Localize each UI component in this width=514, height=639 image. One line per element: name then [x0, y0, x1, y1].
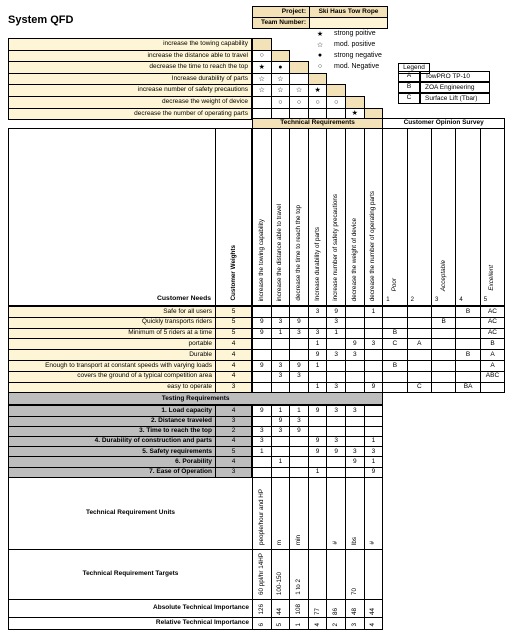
relationship-cell: 3 [326, 317, 346, 329]
relative-importance-label: Relative Technical Importance [8, 617, 253, 630]
customer-needs-header-box [8, 128, 216, 306]
competitor-legend-name: ZOA Engineering [420, 82, 490, 93]
legend-symbol-label: strong negative [334, 52, 382, 59]
survey-scale-column [382, 128, 407, 306]
competitor-legend-title: Legend [398, 63, 430, 74]
legend-symbol-label: mod. Negative [334, 63, 380, 70]
survey-cell: B [382, 360, 407, 372]
survey-cell: C [407, 382, 432, 394]
legend-symbol-label: strong poitive [334, 30, 376, 37]
customer-weight-value: 5 [215, 317, 252, 329]
testing-relationship-cell: 1 [271, 456, 291, 467]
legend-symbol-icon: ○ [317, 63, 323, 70]
roof-requirement-label: decrease the number of operating parts [8, 108, 252, 121]
technical-requirement-units-label: Technical Requirement Units [8, 477, 253, 550]
customer-weight-value: 4 [215, 360, 252, 372]
unit-value: # [332, 541, 340, 545]
testing-relationship-cell: 1 [271, 405, 291, 416]
survey-scale-column [407, 128, 432, 306]
relative-value: 1 [294, 623, 302, 627]
relationship-cell: 3 [289, 328, 309, 340]
relative-value: 5 [276, 623, 284, 627]
customer-need-label: Minimum of 5 riders at a time [8, 328, 216, 340]
survey-scale-label: Acceptable [439, 259, 447, 291]
testing-relationship-cell: 3 [326, 405, 346, 416]
customer-weight-value: 5 [215, 328, 252, 340]
customer-need-label: portable [8, 338, 216, 350]
survey-header: Customer Opinion Survey [382, 118, 505, 129]
technical-requirement-unit [326, 477, 346, 550]
technical-requirement-label: increase number of safety precautions [332, 194, 340, 301]
survey-scale-number: 5 [483, 297, 488, 303]
technical-requirement-target [345, 549, 365, 600]
target-value: 70 [350, 587, 358, 595]
relative-value: 2 [332, 623, 340, 627]
survey-cell: B [455, 306, 480, 318]
absolute-value: 108 [294, 604, 302, 615]
customer-weight-value: 4 [215, 349, 252, 361]
relationship-cell: 9 [252, 360, 272, 372]
testing-requirement-label: 4. Durability of construction and parts [8, 436, 216, 447]
technical-requirement-column-header [252, 128, 272, 306]
testing-weight-value: 4 [215, 436, 252, 447]
customer-need-label: Quickly transports riders [8, 317, 216, 329]
absolute-importance-value [289, 599, 309, 618]
roof-cell: ★ [345, 108, 365, 121]
relative-importance-value [289, 617, 309, 630]
roof-cell: ☆ [271, 84, 291, 97]
survey-cell: B [480, 338, 505, 350]
roof-requirement-label: decrease the weight of device [8, 96, 252, 109]
customer-weight-value: 3 [215, 382, 252, 394]
relative-value: 3 [350, 623, 358, 627]
legend-symbol-icon: ★ [316, 31, 324, 38]
absolute-importance-value [308, 599, 328, 618]
relationship-cell: 3 [364, 338, 384, 350]
absolute-value: 126 [257, 604, 265, 615]
technical-requirement-unit [345, 477, 365, 550]
survey-cell: AC [480, 317, 505, 329]
technical-requirement-target [308, 549, 328, 600]
competitor-legend-name: Surface Lift (Tbar) [420, 93, 490, 104]
technical-requirement-column-header [271, 128, 291, 306]
customer-need-label: Safe for all users [8, 306, 216, 318]
technical-requirement-unit [271, 477, 291, 550]
survey-cell: ABC [480, 371, 505, 383]
testing-relationship-cell: 3 [271, 426, 291, 437]
testing-relationship-cell: 9 [271, 416, 291, 427]
target-value: 1 to 2 [294, 579, 302, 595]
customer-weights-label: Customer Weights [229, 245, 237, 301]
technical-requirement-unit [364, 477, 384, 550]
technical-requirement-targets-label: Technical Requirement Targets [8, 549, 253, 600]
roof-cell: ★ [308, 84, 328, 97]
page-title: System QFD [8, 14, 74, 26]
roof-requirement-label: increase number of safety precautions [8, 84, 252, 97]
testing-requirement-label: 1. Load capacity [8, 405, 216, 416]
project-value: Ski Haus Tow Rope [309, 6, 388, 18]
technical-requirement-column-header [308, 128, 328, 306]
survey-cell: AC [480, 306, 505, 318]
technical-requirement-target [289, 549, 309, 600]
competitor-legend-key: C [398, 93, 420, 104]
customer-needs-label: Customer Needs [156, 295, 211, 302]
relationship-cell: 3 [326, 349, 346, 361]
survey-scale-number: 4 [459, 297, 463, 303]
relationship-cell: 9 [289, 360, 309, 372]
relationship-cell: 1 [326, 328, 346, 340]
testing-relationship-cell: 3 [364, 446, 384, 457]
roof-cell: ☆ [252, 73, 272, 86]
survey-scale-label: Excellent [488, 265, 496, 291]
roof-cell: ● [271, 61, 291, 74]
technical-requirement-target [252, 549, 272, 600]
relationship-cell: 1 [271, 328, 291, 340]
technical-requirement-label: increase the towing capability [257, 218, 265, 301]
survey-cell: B [382, 328, 407, 340]
testing-weight-value: 5 [215, 446, 252, 457]
survey-cell: BA [455, 382, 480, 394]
survey-cell: A [407, 338, 432, 350]
technical-requirements-header: Technical Requirements [252, 118, 383, 129]
testing-weight-value: 3 [215, 467, 252, 478]
absolute-importance-value [252, 599, 272, 618]
customer-weight-value: 5 [215, 306, 252, 318]
roof-cell: ○ [326, 96, 346, 109]
unit-value: # [369, 541, 377, 545]
roof-cell: ☆ [271, 73, 291, 86]
survey-scale-number: 3 [435, 297, 439, 303]
testing-relationship-cell: 9 [252, 405, 272, 416]
testing-relationship-cell: 3 [345, 446, 365, 457]
relationship-cell: 3 [271, 371, 291, 383]
technical-requirement-label: decrease the number of operating parts [369, 190, 377, 301]
relationship-cell: 9 [252, 328, 272, 340]
testing-relationship-cell: 1 [364, 436, 384, 447]
relative-importance-value [364, 617, 384, 630]
testing-relationship-cell: 1 [308, 467, 328, 478]
technical-requirement-label: decrease the time to reach the top [294, 205, 302, 301]
testing-relationship-cell: 9 [289, 426, 309, 437]
unit-value: m [276, 539, 284, 545]
survey-scale-column [455, 128, 480, 306]
relationship-cell: 9 [308, 349, 328, 361]
roof-cell: ☆ [289, 84, 309, 97]
roof-requirement-label: decrease the time to reach the top [8, 61, 252, 74]
technical-requirement-unit [289, 477, 309, 550]
relative-importance-value [308, 617, 328, 630]
relative-value: 4 [313, 623, 321, 627]
legend-symbol-icon: ☆ [316, 42, 324, 49]
absolute-importance-label: Absolute Technical Importance [8, 599, 253, 618]
relationship-cell: 9 [345, 338, 365, 350]
relationship-cell: 1 [364, 306, 384, 318]
relationship-cell: 9 [364, 382, 384, 394]
testing-relationship-cell: 1 [364, 456, 384, 467]
relationship-cell: 9 [289, 317, 309, 329]
customer-weights-header-box [215, 128, 252, 306]
technical-requirement-label: decrease the weight of device [350, 217, 358, 301]
team-number-label: Team Number: [252, 17, 310, 29]
technical-requirement-target [271, 549, 291, 600]
customer-weight-value: 4 [215, 338, 252, 350]
roof-cell: ○ [289, 96, 309, 109]
relationship-cell: 1 [308, 338, 328, 350]
testing-relationship-cell: 3 [345, 405, 365, 416]
legend-symbol-label: mod. positive [334, 41, 376, 48]
absolute-value: 48 [350, 607, 358, 615]
relative-importance-value [252, 617, 272, 630]
competitor-legend-name: TowPRO TP-10 [420, 71, 490, 82]
testing-relationship-cell: 9 [308, 405, 328, 416]
absolute-importance-value [345, 599, 365, 618]
roof-cell: ☆ [252, 84, 272, 97]
technical-requirement-target [364, 549, 384, 600]
technical-requirement-label: Increase durability of parts [313, 227, 321, 301]
technical-requirement-column-header [289, 128, 309, 306]
survey-scale-number: 2 [410, 297, 414, 303]
customer-need-label: easy to operate [8, 382, 216, 394]
target-value: 100-150 [276, 571, 284, 595]
absolute-value: 44 [276, 607, 284, 615]
survey-scale-column [431, 128, 456, 306]
technical-requirement-label: increase the distance able to travel [276, 203, 284, 301]
absolute-importance-value [326, 599, 346, 618]
testing-requirement-label: 7. Ease of Operation [8, 467, 216, 478]
survey-cell: AC [480, 328, 505, 340]
relationship-cell: 3 [345, 349, 365, 361]
team-number-value [309, 17, 388, 29]
relative-importance-value [326, 617, 346, 630]
absolute-importance-value [364, 599, 384, 618]
technical-requirement-unit [252, 477, 272, 550]
relative-value: 6 [257, 623, 265, 627]
relative-value: 4 [369, 623, 377, 627]
testing-requirement-label: 3. Time to reach the top [8, 426, 216, 437]
relative-importance-value [271, 617, 291, 630]
competitor-legend-key: A [398, 71, 420, 82]
relative-importance-value [345, 617, 365, 630]
testing-weight-value: 2 [215, 426, 252, 437]
relationship-cell: 9 [326, 306, 346, 318]
testing-weight-value: 4 [215, 405, 252, 416]
testing-relationship-cell: 3 [326, 436, 346, 447]
unit-value: lbs [350, 536, 358, 545]
relationship-cell: 3 [271, 360, 291, 372]
technical-requirement-column-header [326, 128, 346, 306]
technical-requirement-column-header [345, 128, 365, 306]
customer-need-label: Enough to transport at constant speeds with varying loads [8, 360, 216, 372]
survey-cell: A [480, 360, 505, 372]
roof-requirement-label: increase the towing capability [8, 38, 252, 51]
relationship-cell: 3 [308, 328, 328, 340]
testing-relationship-cell: 9 [308, 436, 328, 447]
roof-cell: ○ [271, 96, 291, 109]
relationship-cell: 1 [308, 382, 328, 394]
technical-requirement-column-header [364, 128, 384, 306]
competitor-legend-key: B [398, 82, 420, 93]
unit-value: people/hour and HP [257, 488, 265, 545]
testing-requirement-label: 5. Safety requirements [8, 446, 216, 457]
roof-cell: ★ [252, 61, 272, 74]
testing-relationship-cell: 1 [289, 405, 309, 416]
relationship-cell: 3 [308, 306, 328, 318]
testing-requirement-label: 6. Porability [8, 456, 216, 467]
survey-cell: C [382, 338, 407, 350]
absolute-value: 86 [332, 607, 340, 615]
absolute-importance-value [271, 599, 291, 618]
relationship-cell: 1 [308, 360, 328, 372]
survey-cell: A [480, 349, 505, 361]
testing-relationship-cell: 3 [289, 416, 309, 427]
testing-relationship-cell: 9 [364, 467, 384, 478]
customer-weight-value: 4 [215, 371, 252, 383]
relationship-cell: 3 [271, 317, 291, 329]
legend-symbol-icon: ● [317, 52, 323, 59]
testing-requirement-label: 2. Distance traveled [8, 416, 216, 427]
customer-need-label: Durable [8, 349, 216, 361]
roof-cell: ○ [308, 96, 328, 109]
testing-weight-value: 3 [215, 416, 252, 427]
roof-cell: ○ [252, 50, 272, 63]
testing-relationship-cell: 3 [252, 436, 272, 447]
survey-cell: B [431, 317, 456, 329]
testing-requirements-header: Testing Requirements [8, 392, 383, 405]
technical-requirement-unit [308, 477, 328, 550]
testing-relationship-cell: 9 [308, 446, 328, 457]
absolute-value: 44 [369, 607, 377, 615]
relationship-cell: 9 [252, 317, 272, 329]
relationship-cell: 3 [326, 382, 346, 394]
relationship-cell: 3 [289, 371, 309, 383]
testing-relationship-cell: 9 [326, 446, 346, 457]
roof-requirement-label: increase the distance able to travel [8, 50, 252, 63]
customer-need-label: covers the ground of a typical competition area [8, 371, 216, 383]
testing-weight-value: 4 [215, 456, 252, 467]
testing-relationship-cell: 3 [252, 426, 272, 437]
testing-relationship-cell: 1 [252, 446, 272, 457]
survey-scale-column [480, 128, 505, 306]
project-label: Project: [252, 6, 310, 18]
unit-value: min [294, 534, 302, 545]
absolute-value: 77 [313, 607, 321, 615]
testing-relationship-cell: 9 [345, 456, 365, 467]
testing-header-spacer [382, 392, 505, 405]
survey-scale-label: Poor [390, 277, 398, 291]
technical-requirement-target [326, 549, 346, 600]
roof-requirement-label: Increase durability of parts [8, 73, 252, 86]
target-value: 60 ppl/hr 14HP [257, 552, 265, 595]
survey-cell: B [455, 349, 480, 361]
survey-scale-number: 1 [386, 297, 390, 303]
